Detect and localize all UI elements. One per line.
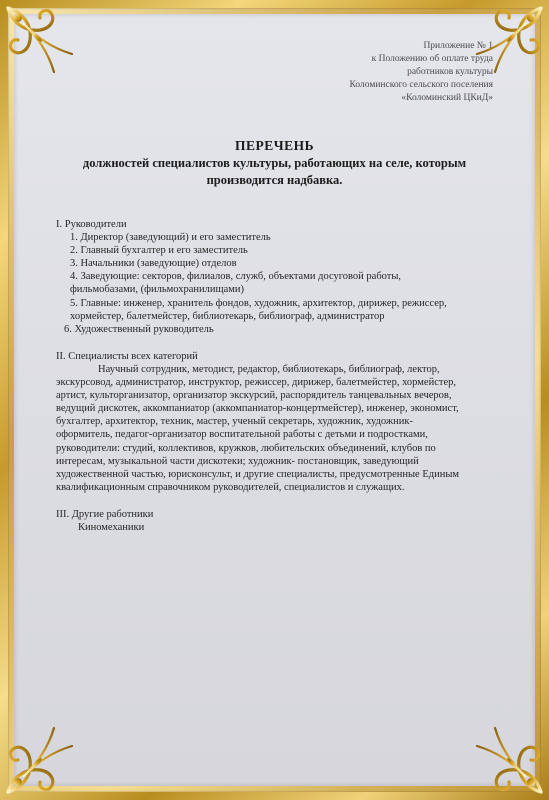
section-managers: [56, 218, 516, 336]
appendix-line: Приложение № 1: [423, 41, 493, 51]
list-item: 3. Начальники (заведующие) отделов: [70, 258, 237, 270]
paragraph-line: бухгалтер, архитектор, техник, мастер, ученый секретарь, художник, художник-: [56, 416, 413, 428]
section-heading: I. Руководители: [56, 219, 127, 230]
list-item-continuation: хормейстер, балетмейстер, библиотекарь, библиограф, администратор: [70, 310, 385, 322]
corner-ornament-icon: [2, 2, 80, 80]
title-subtitle-line: производится надбавка.: [206, 173, 343, 187]
section-heading: II. Специалисты всех категорий: [56, 350, 198, 362]
paragraph-line: артист, культорганизатор, организатор экскурсий, распорядитель танцевальных вечеров,: [56, 390, 452, 402]
paragraph-line: квалификационным справочником руководителей, специалистов и служащих.: [56, 481, 405, 493]
section-heading: III. Другие работники: [56, 508, 154, 520]
list-item: Киномеханики: [78, 521, 145, 533]
section-other-workers: [56, 508, 516, 534]
list-item: 6. Художественный руководитель: [64, 323, 214, 335]
appendix-line: к Положению об оплате труда: [371, 54, 493, 64]
paragraph-line: Научный сотрудник, методист, редактор, библиотекарь, библиограф, лектор,: [98, 363, 440, 375]
corner-ornament-icon: [2, 720, 80, 798]
title-subtitle-line: должностей специалистов культуры, работающих на селе, которым: [82, 156, 467, 170]
title-main: ПЕРЕЧЕНЬ: [234, 138, 315, 153]
specialists-paragraph: [56, 363, 516, 494]
list-item: 2. Главный бухгалтер и его заместитель: [70, 245, 248, 257]
section-specialists: [56, 350, 516, 494]
paragraph-line: интересам, музыкальной части дискотеки; художник- постановщик, заведующий: [56, 455, 419, 467]
appendix-line: работников культуры: [407, 67, 493, 77]
document-title: [14, 138, 535, 188]
document-page: [14, 14, 535, 786]
corner-ornament-icon: [469, 720, 547, 798]
appendix-line: «Коломинский ЦКиД»: [401, 93, 493, 103]
list-item: 4. Заведующие: секторов, филиалов, служб, объектами досуговой работы,: [70, 271, 402, 283]
corner-ornament-icon: [469, 2, 547, 80]
paragraph-line: ведущий дискотек, аккомпаниатор (аккомпаниатор-концертмейстер), инженер, экономист,: [56, 403, 459, 415]
list-item-continuation: фильмобазами, (фильмохранилищами): [70, 284, 245, 296]
paragraph-line: оформитель, педагог-организатор воспитательной работы с детьми и подростками,: [56, 429, 428, 441]
list-item: 5. Главные: инженер, хранитель фондов, художник, архитектор, дирижер, режиссер,: [70, 297, 447, 309]
document-body: [56, 218, 516, 534]
paragraph-line: художественной частью, юрисконсульт, и другие специалисты, предусмотренные Единым: [56, 468, 460, 480]
managers-list: [56, 231, 516, 336]
paragraph-line: экскурсовод, администратор, инструктор, режиссер, дирижер, балетмейстер, хормейстер,: [56, 377, 456, 389]
paragraph-line: руководители: студий, коллективов, кружков, любительских объединений, клубов по: [56, 442, 436, 454]
list-item: 1. Директор (заведующий) и его заместитель: [70, 232, 271, 244]
appendix-line: Коломинского сельского поселения: [349, 80, 493, 90]
